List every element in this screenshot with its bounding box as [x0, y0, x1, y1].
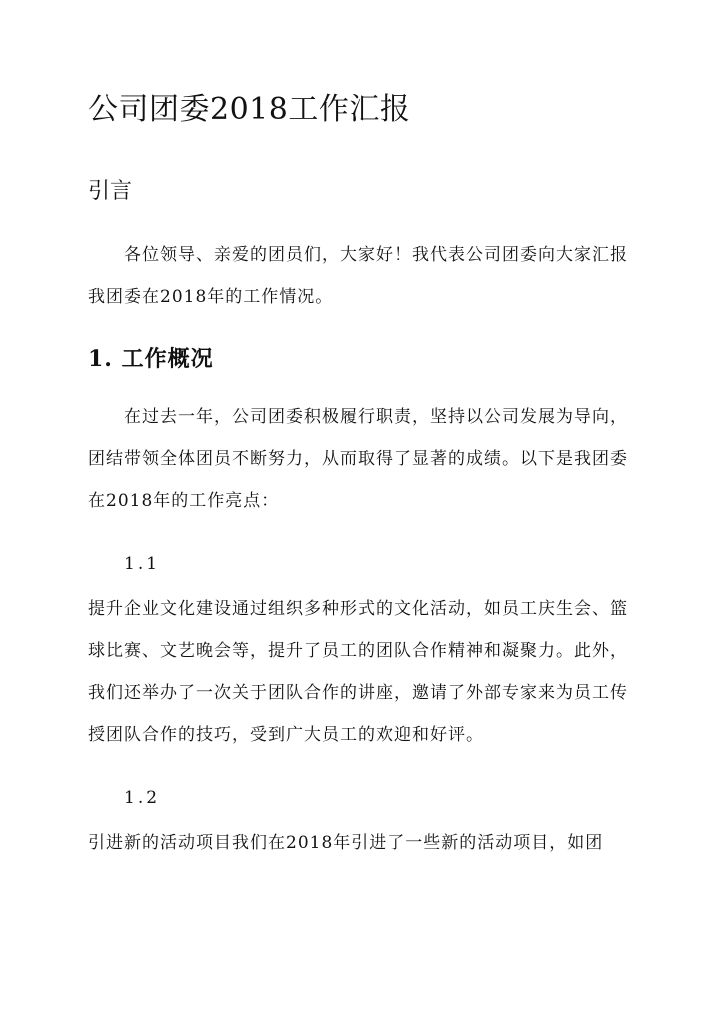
subsection-1-2-paragraph: 引进新的活动项目我们在2018年引进了一些新的活动项目，如团 [88, 833, 604, 853]
subsection-1-1-paragraph: 提升企业文化建设通过组织多种形式的文化活动，如员工庆生会、篮球比赛、文艺晚会等，提升了员工的团队合作精神和凝聚力。此外，我们还举办了一次关于团队合作的讲座，邀请了外部专家来为员工传授团队合作的技巧，受到广大员工的欢迎和好评。 [88, 599, 628, 745]
section1-paragraph: 在过去一年，公司团委积极履行职责，坚持以公司发展为导向，团结带领全体团员不断努力，从而取得了显著的成绩。以下是我团委在2018年的工作亮点： [88, 407, 628, 511]
subsection-1-1-number: 1.1 [124, 554, 161, 574]
intro-heading: 引言 [88, 179, 133, 204]
intro-paragraph: 各位领导、亲爱的团员们，大家好！我代表公司团委向大家汇报我团委在2018年的工作情况。 [88, 245, 628, 307]
section1-heading: 1. 工作概况 [88, 346, 214, 372]
subsection-1-2-number: 1.2 [124, 788, 161, 808]
document-title: 公司团委2018工作汇报 [88, 92, 411, 127]
